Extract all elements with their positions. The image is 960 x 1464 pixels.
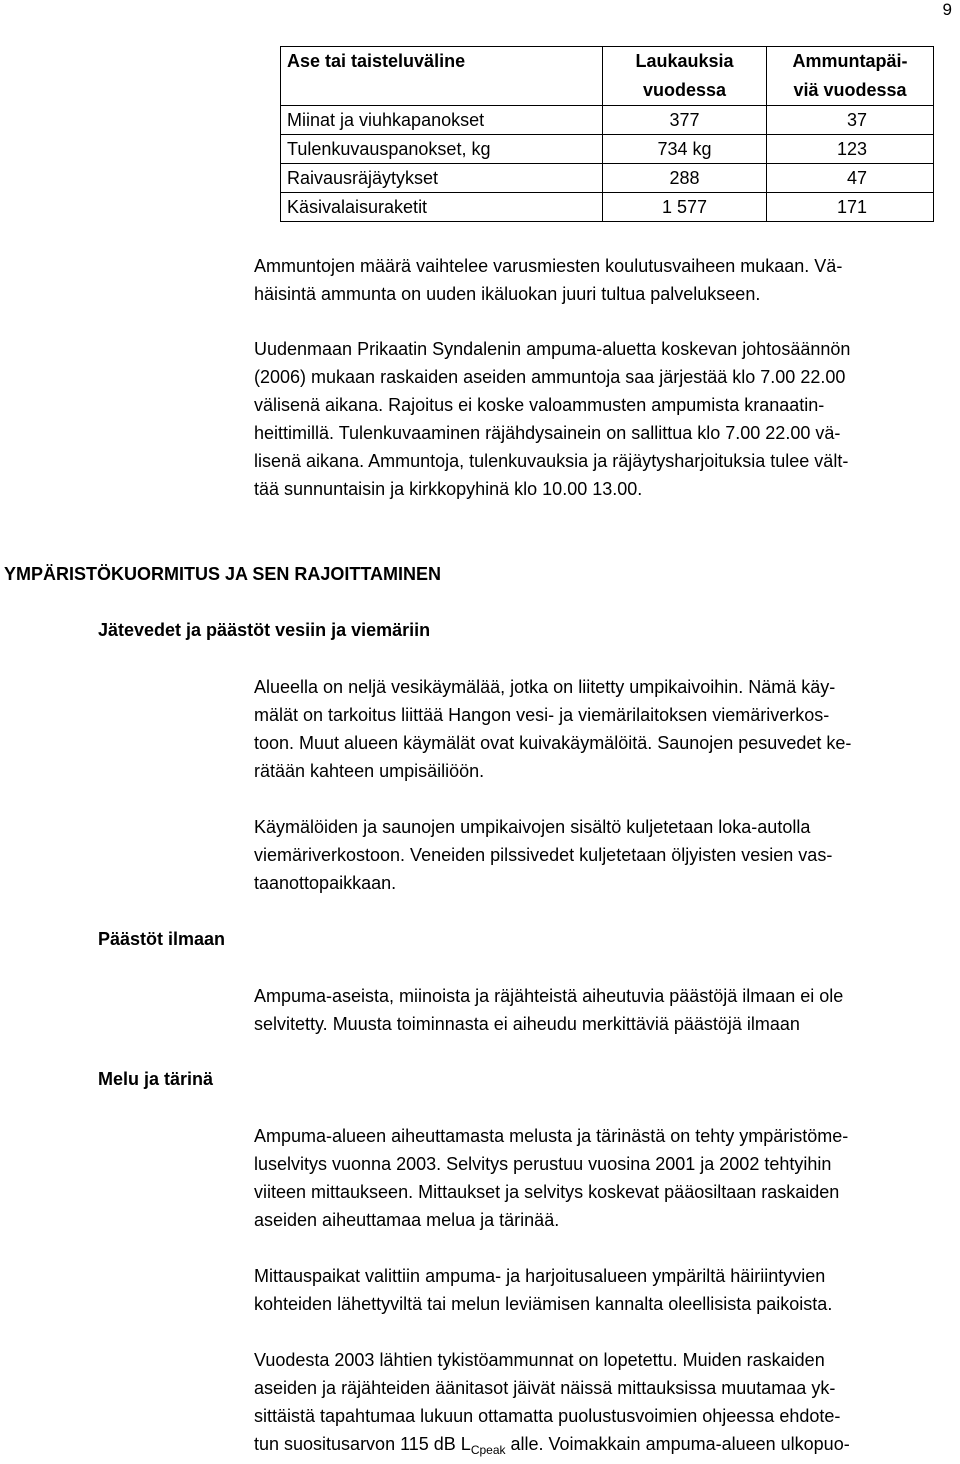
cell-shots: 734 kg [603,135,767,164]
table-row [281,193,934,222]
cell-weapon: Tulenkuvauspanokset, kg [281,135,603,164]
cell-days: 37 [767,106,934,135]
table-row [281,164,934,193]
header-weapon: Ase tai taisteluväline [281,47,603,106]
subheading-noise-vibration: Melu ja tärinä [98,1069,214,1089]
cell-days: 47 [767,164,934,193]
paragraph-firing-hours: Uudenmaan Prikaatin Syndalenin ampuma-aluetta koskevan johtosäännön (2006) mukaan raskaiden aseiden ammuntoja saa järjestää klo 7.00 22.00 välisenä aikana. Rajoitus ei koske valoammusten ampumista kranaatin- heittimillä. Tulenkuvaaminen räjähdysainein on sallittua klo 7.00 22.00 vä- lisenä aikana. Ammuntoja, tulenkuvauksia ja räjäytysharjoituksia tulee vält- tää sunnuntaisin ja kirkkopyhinä klo 10.00 13.00. [254,339,851,499]
subscript-cpeak: Cpeak [470,1443,506,1457]
paragraph-artillery-ended [254,1346,960,1464]
cell-weapon: Miinat ja viuhkapanokset [281,106,603,135]
cell-shots: 377 [603,106,767,135]
section-heading-environmental-load: YMPÄRISTÖKUORMITUS JA SEN RAJOITTAMINEN [4,564,442,584]
cell-days: 171 [767,193,934,222]
paragraph-measurement-sites: Mittauspaikat valittiin ampuma- ja harjoitusalueen ympäriltä häiriintyvien kohteiden lähettyviltä tai melun leviämisen kannalta oleellisista paikoista. [254,1266,833,1314]
paragraph-text-end: alle. Voimakkain ampuma-alueen ulkopuo- [505,1434,850,1454]
table-row [281,135,934,164]
paragraph-air-emissions: Ampuma-aseista, miinoista ja räjähteistä aiheutuvia päästöjä ilmaan ei ole selvitetty. Muusta toiminnasta ei aiheudu merkittäviä päästöjä ilmaan [254,986,844,1034]
subheading-air-emissions: Päästöt ilmaan [98,929,226,949]
table-header-row [281,47,934,106]
header-shots-per-year: Laukauksia vuodessa [603,47,767,106]
ammunition-table [280,46,934,222]
paragraph-septic-transport: Käymälöiden ja saunojen umpikaivojen sisältö kuljetetaan loka-autolla viemäriverkostoon. Veneiden pilssivedet kuljetetaan öljyisten vesien vas- taanottopaikkaan. [254,817,833,893]
cell-weapon: Käsivalaisuraketit [281,193,603,222]
page-number: 9 [942,0,952,19]
cell-weapon: Raivausräjäytykset [281,164,603,193]
cell-shots: 288 [603,164,767,193]
paragraph-toilets: Alueella on neljä vesikäymälää, jotka on liitetty umpikaivoihin. Nämä käy- mälät on tarkoitus liittää Hangon vesi- ja viemärilaitoksen viemäriverkos- toon. Muut alueen käymälät ovat kuivakäymälöitä. Saunojen pesuvedet ke- rätään kahteen umpisäiliöön. [254,677,852,781]
paragraph-noise-study: Ampuma-alueen aiheuttamasta melusta ja tärinästä on tehty ympäristöme- luselvitys vuonna 2003. Selvitys perustuu vuosina 2001 ja 2002 tehtyihin viiteen mittaukseen. Mittaukset ja selvitys koskevat pääosiltaan raskaiden aseiden aiheuttamaa melua ja tärinää. [254,1126,849,1230]
table-row [281,106,934,135]
header-days-per-year: Ammuntapäi- viä vuodessa [767,47,934,106]
cell-days: 123 [767,135,934,164]
subheading-waste-water: Jätevedet ja päästöt vesiin ja viemäriin [98,620,431,640]
cell-shots: 1 577 [603,193,767,222]
paragraph-text: Vuodesta 2003 lähtien tykistöammunnat on lopetettu. Muiden raskaiden aseiden ja räjähteiden äänitasot jäivät näissä mittauksissa muutamaa yk- sittäistä tapahtumaa lukuun ottamatta puolustusvoimien ohjeessa ehdote- tun suositusarvon 115 dB L [254,1350,841,1454]
paragraph-ammunition-variation: Ammuntojen määrä vaihtelee varusmiesten koulutusvaiheen mukaan. Vä- häisintä ammunta on uuden ikäluokan juuri tultua palvelukseen. [254,256,843,304]
